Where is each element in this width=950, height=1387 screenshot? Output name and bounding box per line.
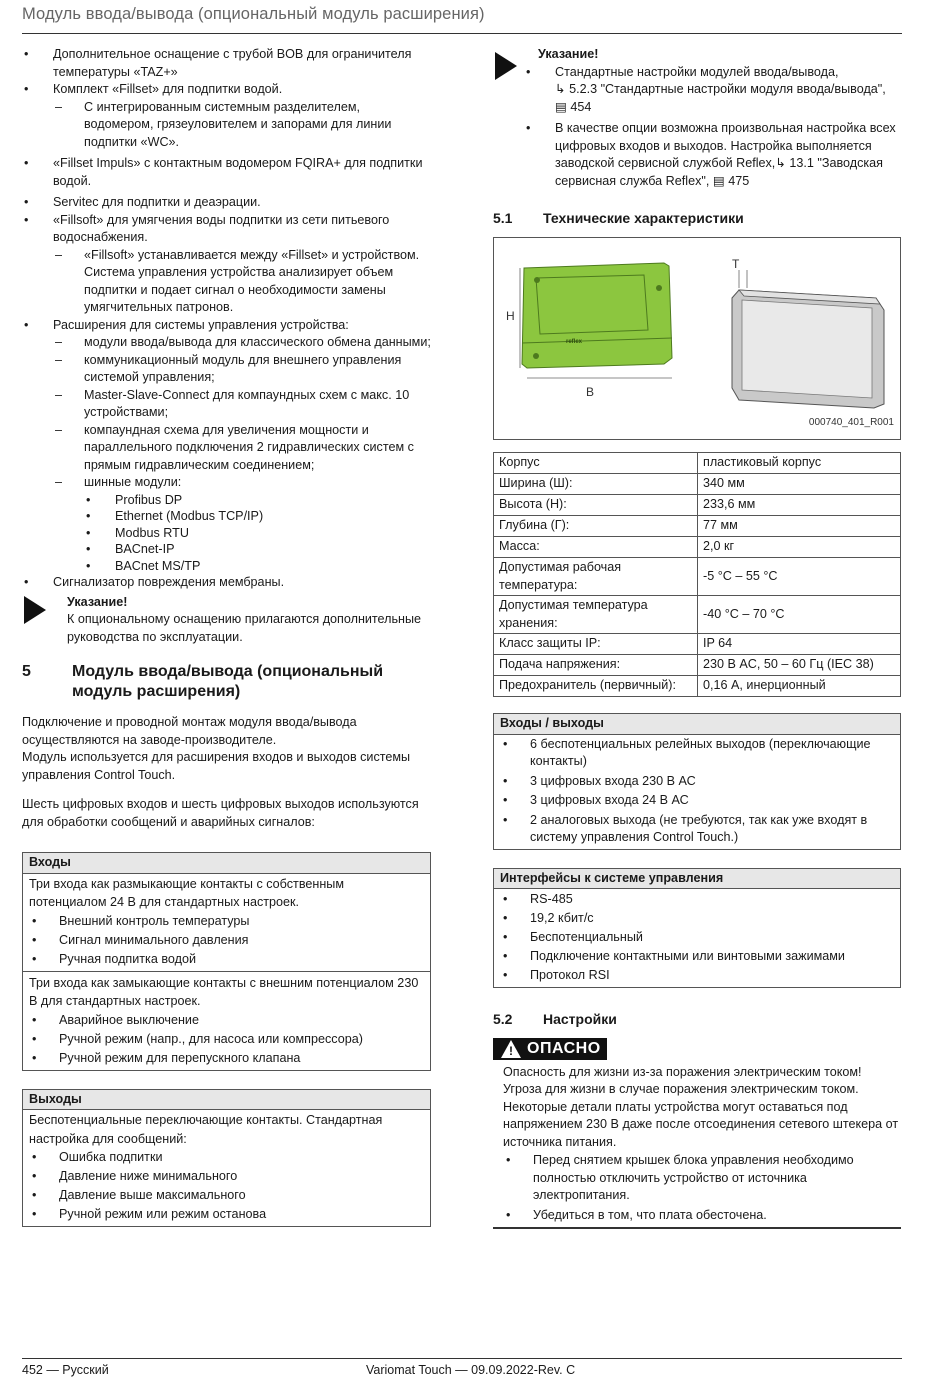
- divider: [23, 971, 430, 972]
- bus-module-item: • Modbus RTU: [84, 525, 432, 542]
- spec-key: Корпус: [494, 453, 698, 474]
- table-row: [494, 558, 901, 596]
- inputs-box-title: Входы: [23, 853, 430, 874]
- reference-icon: ↳: [555, 82, 566, 96]
- subsection-heading: 5.1 Технические характеристики: [493, 210, 744, 226]
- device-figure: [493, 237, 901, 440]
- page-header-title: Модуль ввода/вывода (опциональный модуль расширения): [22, 5, 485, 23]
- outputs-text: Беспотенциальные переключающие контакты. Стандартная настройка для сообщений:: [29, 1113, 383, 1146]
- spec-value: 2,0 кг: [698, 537, 901, 558]
- left-column: [22, 46, 432, 1227]
- label-t: T: [732, 257, 740, 271]
- inputs-group1-text: Три входа как размыкающие контакты с собственным потенциалом 24 В для стандартных настроек.: [29, 876, 344, 909]
- danger-block: [493, 1038, 901, 1229]
- list-item: • 19,2 кбит/с: [500, 909, 894, 928]
- warning-icon: [501, 1040, 521, 1058]
- list-item: – коммуникационный модуль для внешнего управления системой управления;: [53, 352, 432, 387]
- spec-key: Подача напряжения:: [494, 655, 698, 676]
- paragraph: Шесть цифровых входов и шесть цифровых выходов используются для обработки сообщений и аварийных сигналов:: [22, 797, 419, 829]
- spec-value: -5 °C – 55 °C: [698, 558, 901, 596]
- table-row: [494, 537, 901, 558]
- list-item: • «Fillsoft» для умягчения воды подпитки из сети питьевого водоснабжения. – «Fillsoft» устанавливается между «Fillset» и устройством. Система управления устройства анализирует объем подпитки и подает сигнал о необходимости замены умягчительных патронов.: [22, 212, 432, 317]
- danger-lead: Опасность для жизни из-за поражения электрическим током!: [503, 1064, 862, 1079]
- reference-icon: ↳: [775, 156, 786, 170]
- list-item: • Убедиться в том, что плата обесточена.: [503, 1207, 901, 1225]
- list-item: • Давление ниже минимального: [29, 1167, 424, 1186]
- spec-key: Масса:: [494, 537, 698, 558]
- note-block: [493, 46, 901, 190]
- list-item: • 3 цифровых входа 230 В АС: [500, 773, 894, 791]
- right-column: [493, 46, 901, 1229]
- io-box-title: Входы / выходы: [494, 714, 900, 735]
- cross-reference-link[interactable]: 13.1 "Заводская сервисная служба Reflex",: [555, 156, 883, 188]
- accessories-list: [22, 46, 432, 592]
- list-item: – компаундная схема для увеличения мощности и параллельного подключения 2 гидравлических систем с прямым гидравлическим соединением;: [53, 422, 432, 475]
- bus-module-item: • BACnet MS/TP: [84, 558, 432, 575]
- device-illustration: [494, 238, 900, 439]
- list-item: • Беспотенциальный: [500, 928, 894, 947]
- brand-logo: reflex: [566, 339, 583, 345]
- outputs-box: [22, 1089, 431, 1228]
- page-icon: ▤: [712, 173, 725, 188]
- page-number: 475: [728, 173, 750, 188]
- list-item: • Ошибка подпитки: [29, 1148, 424, 1167]
- list-item: • Дополнительное оснащение с трубой BOB для ограничителя температуры «TAZ+»: [22, 46, 432, 81]
- footer-rule: [22, 1358, 902, 1359]
- io-box: [493, 713, 901, 850]
- list-item: • Servitec для подпитки и деаэрации.: [22, 194, 432, 212]
- list-item: • Аварийное выключение: [29, 1011, 424, 1030]
- spec-value: 230 В AC, 50 – 60 Гц (IEC 38): [698, 655, 901, 676]
- spec-value: 0,16 А, инерционный: [698, 676, 901, 697]
- arrow-icon: [495, 52, 517, 80]
- list-item: • Расширения для системы управления устройства: – модули ввода/вывода для классического обмена данными; – коммуникационный модуль для внешнего управления системой управления; – Master-Slave-Connect для компаундных схем с макс. 10 устройствами; – компаундная схема для увеличения мощности и параллельного подключения 2 гидравлических систем с прямым гидравлическим соединением; – шинные модули: • Profibus DP • Ethernet (Modbus TCP/IP) • Modbus RTU • BACnet-IP • BACnet MS/TP: [22, 317, 432, 575]
- header-rule: [22, 33, 902, 34]
- outputs-box-title: Выходы: [23, 1090, 430, 1111]
- list-item: • 6 беспотенциальных релейных выходов (переключающие контакты): [500, 736, 894, 771]
- footer-doc: Variomat Touch — 09.09.2022-Rev. C: [366, 1363, 576, 1377]
- table-row: [494, 596, 901, 634]
- list-item: • Перед снятием крышек блока управления необходимо полностью отключить устройство от источника электропитания.: [503, 1152, 901, 1205]
- specs-table: [493, 452, 901, 697]
- spec-value: 233,6 мм: [698, 495, 901, 516]
- note-text: К опциональному оснащению прилагаются дополнительные руководства по эксплуатации.: [67, 612, 422, 644]
- arrow-icon: [24, 596, 46, 624]
- list-item: – шинные модули: • Profibus DP • Ethernet (Modbus TCP/IP) • Modbus RTU • BACnet-IP • BACnet MS/TP: [53, 474, 432, 574]
- list-item: • Ручная подпитка водой: [29, 950, 424, 969]
- inputs-group2-text: Три входа как замыкающие контакты с внешним потенциалом 230 В для стандартных настроек.: [29, 975, 419, 1008]
- table-row: [494, 516, 901, 537]
- list-item: • Сигнал минимального давления: [29, 931, 424, 950]
- table-row: [494, 655, 901, 676]
- spec-key: Высота (Н):: [494, 495, 698, 516]
- list-item: • Комплект «Fillset» для подпитки водой. – С интегрированным системным разделителем, водомером, грязеуловителем и запорами для линии подпитки «WC».: [22, 81, 432, 151]
- paragraph: Подключение и проводной монтаж модуля ввода/вывода осуществляются на заводе-производителе. Модуль используется для расширения входов и выходов системы управления Control Touch.: [22, 715, 411, 782]
- bus-module-item: • BACnet-IP: [84, 541, 432, 558]
- list-item: • Стандартные настройки модулей ввода/вывода, ↳ 5.2.3 "Стандартные настройки модуля ввода/вывода", ▤ 454: [524, 64, 901, 117]
- table-row: [494, 676, 901, 697]
- spec-value: 77 мм: [698, 516, 901, 537]
- spec-value: пластиковый корпус: [698, 453, 901, 474]
- list-item: • В качестве опции возможна произвольная настройка всех цифровых входов и выходов. Настройка выполняется заводской сервисной службой Reflex,↳ 13.1 "Заводская сервисная служба Reflex", ▤ 475: [524, 120, 901, 190]
- subsection-heading: 5.2 Настройки: [493, 1011, 617, 1027]
- list-item: • Протокол RSI: [500, 966, 894, 985]
- label-h: H: [506, 309, 515, 323]
- spec-value: -40 °C – 70 °C: [698, 596, 901, 634]
- table-row: [494, 474, 901, 495]
- list-item: • 2 аналоговых выхода (не требуются, так как уже входят в систему управления Control Touch.): [500, 812, 894, 847]
- note-title: Указание!: [67, 594, 128, 609]
- interfaces-box: [493, 868, 901, 989]
- list-item: • Внешний контроль температуры: [29, 912, 424, 931]
- table-row: [494, 634, 901, 655]
- list-item: • «Fillset Impuls» с контактным водомером FQIRA+ для подпитки водой.: [22, 155, 432, 190]
- note-title: Указание!: [538, 47, 599, 61]
- table-row: [494, 453, 901, 474]
- list-item: • Ручной режим (напр., для насоса или компрессора): [29, 1030, 424, 1049]
- note-block: [22, 594, 432, 647]
- bus-module-item: • Profibus DP: [84, 492, 432, 509]
- section-heading: 5 Модуль ввода/вывода (опциональный модуль расширения): [22, 663, 384, 700]
- interfaces-box-title: Интерфейсы к системе управления: [494, 869, 900, 890]
- list-item: – Master-Slave-Connect для компаундных схем с макс. 10 устройствами;: [53, 387, 432, 422]
- table-row: [494, 495, 901, 516]
- list-item: – «Fillsoft» устанавливается между «Fillset» и устройством. Система управления устройства анализирует объем подпитки и подает сигнал о необходимости замены умягчительных патронов.: [53, 247, 432, 317]
- list-item: • Давление выше максимального: [29, 1186, 424, 1205]
- spec-value: 340 мм: [698, 474, 901, 495]
- spec-key: Допустимая температура хранения:: [494, 596, 698, 634]
- cross-reference-link[interactable]: 5.2.3 "Стандартные настройки модуля ввода/вывода",: [569, 82, 886, 96]
- spec-key: Допустимая рабочая температура:: [494, 558, 698, 596]
- spec-key: Ширина (Ш):: [494, 474, 698, 495]
- figure-code: 000740_401_R001: [808, 416, 894, 428]
- list-item: • Ручной режим или режим останова: [29, 1205, 424, 1224]
- label-b: B: [586, 385, 595, 399]
- inputs-box: [22, 852, 431, 1071]
- page-number: 454: [570, 99, 592, 114]
- spec-key: Класс защиты IP:: [494, 634, 698, 655]
- list-item: – модули ввода/вывода для классического обмена данными;: [53, 334, 432, 352]
- spec-key: Глубина (Г):: [494, 516, 698, 537]
- spec-key: Предохранитель (первичный):: [494, 676, 698, 697]
- page-icon: ▤: [555, 99, 567, 114]
- list-item: • RS-485: [500, 890, 894, 909]
- spec-value: IP 64: [698, 634, 901, 655]
- list-item: • Подключение контактными или винтовыми зажимами: [500, 947, 894, 966]
- bus-module-item: • Ethernet (Modbus TCP/IP): [84, 508, 432, 525]
- list-item: – С интегрированным системным разделителем, водомером, грязеуловителем и запорами для линии подпитки «WC».: [53, 99, 432, 152]
- danger-badge: ! ОПАСНО: [493, 1038, 607, 1060]
- list-item: • 3 цифровых входа 24 В АС: [500, 792, 894, 810]
- list-item: • Сигнализатор повреждения мембраны.: [22, 574, 432, 592]
- list-item: • Ручной режим для перепускного клапана: [29, 1049, 424, 1068]
- footer-page: 452 — Русский: [22, 1363, 109, 1377]
- danger-text: Угроза для жизни в случае поражения электрическим током. Некоторые детали платы устройства могут оставаться под напряжением 230 В даже после отсоединения сетевого штекера от источника питания.: [503, 1082, 899, 1149]
